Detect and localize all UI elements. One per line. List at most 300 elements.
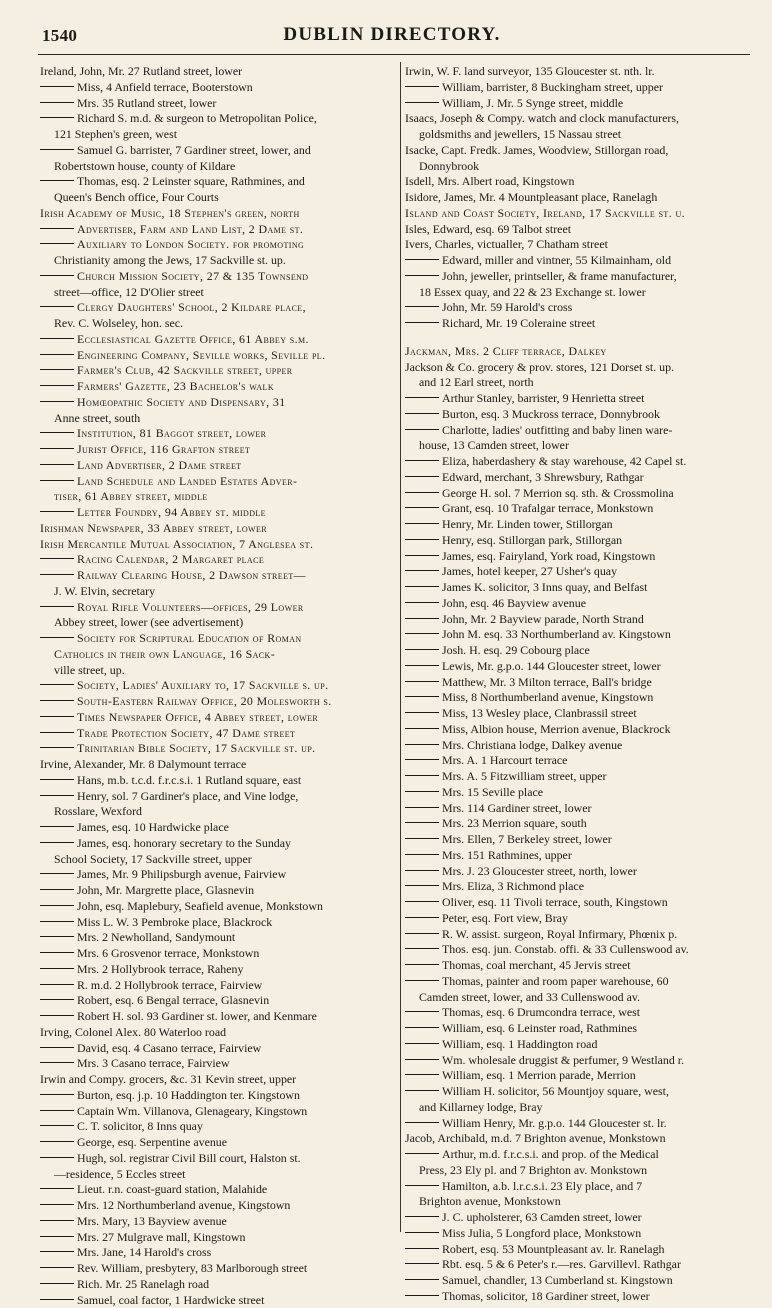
entry-continuation	[40, 663, 396, 679]
entry-continuation	[405, 438, 757, 454]
directory-entry	[40, 222, 396, 238]
ditto-dash	[405, 397, 439, 398]
directory-entry	[40, 143, 396, 159]
directory-entry	[40, 710, 396, 726]
entry-text: Hamilton, a.b. l.r.c.s.i. 23 Ely place, and 7	[442, 1179, 642, 1193]
ditto-dash	[405, 306, 439, 307]
directory-entry	[40, 867, 396, 883]
directory-entry	[405, 269, 757, 285]
directory-entry	[405, 706, 757, 722]
ditto-dash	[405, 86, 439, 87]
ditto-dash	[40, 448, 74, 449]
entry-text: Miss Julia, 5 Longford place, Monkstown	[442, 1226, 641, 1240]
directory-entry	[405, 344, 757, 360]
directory-entry	[405, 1147, 757, 1163]
ditto-dash	[405, 838, 439, 839]
page-header	[42, 18, 742, 48]
ditto-dash	[40, 1141, 74, 1142]
entry-text: Queen's Bench office, Four Courts	[54, 190, 219, 204]
directory-entry	[40, 1041, 396, 1057]
directory-entry	[40, 300, 396, 316]
entry-text: Mrs. 2 Newholland, Sandymount	[77, 930, 235, 944]
entry-text: Farmer's Club, 42 Sackville street, upper	[77, 363, 293, 377]
ditto-dash	[40, 1015, 74, 1016]
entry-text: Robert, esq. 6 Bengal terrace, Glasnevin	[77, 993, 269, 1007]
directory-entry	[40, 111, 396, 127]
entry-text: street—office, 12 D'Olier street	[54, 285, 204, 299]
entry-continuation	[40, 127, 396, 143]
entry-text: Irvine, Alexander, Mr. 8 Dalymount terrace	[40, 757, 246, 771]
entry-text: Anne street, south	[54, 411, 140, 425]
ditto-dash	[40, 1251, 74, 1252]
directory-entry	[40, 1151, 396, 1167]
directory-entry	[405, 596, 757, 612]
directory-entry	[405, 174, 757, 190]
entry-text: Brighton avenue, Monkstown	[419, 1194, 561, 1208]
entry-text: Christianity among the Jews, 17 Sackville st. up.	[54, 253, 286, 267]
ditto-dash	[405, 933, 439, 934]
directory-entry	[405, 1116, 757, 1132]
ditto-dash	[405, 665, 439, 666]
directory-entry	[405, 1273, 757, 1289]
directory-entry	[40, 1230, 396, 1246]
right-column	[405, 64, 757, 1305]
entry-text: Press, 23 Ely pl. and 7 Brighton av. Monkstown	[419, 1163, 647, 1177]
ditto-dash	[40, 243, 74, 244]
directory-entry	[405, 690, 757, 706]
ditto-dash	[405, 775, 439, 776]
entry-continuation	[40, 852, 396, 868]
entry-text: —residence, 5 Eccles street	[54, 1167, 185, 1181]
ditto-dash	[40, 1157, 74, 1158]
entry-text: J. W. Elvin, secretary	[54, 584, 155, 598]
entry-text: Mrs. Ellen, 7 Berkeley street, lower	[442, 832, 612, 846]
ditto-dash	[405, 1216, 439, 1217]
ditto-dash	[40, 228, 74, 229]
ditto-dash	[40, 1125, 74, 1126]
directory-entry	[405, 643, 757, 659]
ditto-dash	[40, 558, 74, 559]
directory-entry	[40, 631, 396, 647]
entry-continuation	[40, 159, 396, 175]
entry-text: Rev. C. Wolseley, hon. sec.	[54, 316, 183, 330]
ditto-dash	[40, 480, 74, 481]
entry-text: David, esq. 4 Casano terrace, Fairview	[77, 1041, 261, 1055]
ditto-dash	[405, 791, 439, 792]
ditto-dash	[40, 180, 74, 181]
ditto-dash	[40, 684, 74, 685]
ditto-dash	[405, 728, 439, 729]
entry-text: Thomas, solicitor, 18 Gardiner street, lower	[442, 1289, 650, 1303]
ditto-dash	[40, 968, 74, 969]
directory-entry	[405, 785, 757, 801]
entry-text: Miss, 13 Wesley place, Clanbrassil street	[442, 706, 637, 720]
entry-text: Irwin, W. F. land surveyor, 135 Gloucester st. nth. lr.	[405, 64, 655, 78]
ditto-dash	[405, 1074, 439, 1075]
entry-text: Irwin and Compy. grocers, &c. 31 Kevin street, upper	[40, 1072, 296, 1086]
entry-text: William H. solicitor, 56 Mountjoy square, west,	[442, 1084, 669, 1098]
ditto-dash	[405, 649, 439, 650]
column-divider	[400, 62, 401, 1232]
ditto-dash	[40, 102, 74, 103]
entry-text: Royal Rifle Volunteers—offices, 29 Lower	[77, 600, 304, 614]
directory-entry	[40, 789, 396, 805]
ditto-dash	[40, 842, 74, 843]
directory-entry	[405, 1021, 757, 1037]
ditto-dash	[405, 1295, 439, 1296]
entry-text: Island and Coast Society, Ireland, 17 Sackville st. u.	[405, 206, 685, 220]
directory-entry	[40, 363, 396, 379]
directory-entry	[405, 974, 757, 990]
ditto-dash	[405, 570, 439, 571]
ditto-dash	[405, 1185, 439, 1186]
directory-entry	[405, 1242, 757, 1258]
entry-text: Ecclesiastical Gazette Office, 61 Abbey s.m.	[77, 332, 309, 346]
entry-text: Miss, 4 Anfield terrace, Booterstown	[77, 80, 253, 94]
entry-text: Edward, miller and vintner, 55 Kilmainham, old	[442, 253, 671, 267]
ditto-dash	[405, 539, 439, 540]
entry-text: Camden street, lower, and 33 Cullenswood av.	[419, 990, 640, 1004]
directory-entry	[40, 678, 396, 694]
directory-entry	[40, 1009, 396, 1025]
ditto-dash	[40, 637, 74, 638]
entry-text: R. W. assist. surgeon, Royal Infirmary, Phœnix p.	[442, 927, 677, 941]
entry-text: Advertiser, Farm and Land List, 2 Dame st.	[77, 222, 303, 236]
directory-entry	[40, 978, 396, 994]
entry-text: Irving, Colonel Alex. 80 Waterloo road	[40, 1025, 226, 1039]
entry-text: Thomas, painter and room paper warehouse, 60	[442, 974, 669, 988]
entry-text: ville street, up.	[54, 663, 125, 677]
directory-entry	[40, 993, 396, 1009]
directory-entry	[405, 222, 757, 238]
ditto-dash	[40, 117, 74, 118]
directory-entry	[40, 1119, 396, 1135]
directory-entry	[40, 442, 396, 458]
entry-text: Institution, 81 Baggot street, lower	[77, 426, 266, 440]
directory-entry	[40, 96, 396, 112]
ditto-dash	[405, 948, 439, 949]
entry-text: Samuel, chandler, 13 Cumberland st. Kingstown	[442, 1273, 673, 1287]
ditto-dash	[40, 984, 74, 985]
entry-text: Captain Wm. Villanova, Glenageary, Kingstown	[77, 1104, 307, 1118]
ditto-dash	[405, 712, 439, 713]
entry-text: Hugh, sol. registrar Civil Bill court, Halston st.	[77, 1151, 301, 1165]
entry-text: Auxiliary to London Society. for promoting	[77, 237, 304, 251]
ditto-dash	[40, 700, 74, 701]
ditto-dash	[40, 779, 74, 780]
directory-entry	[40, 505, 396, 521]
entry-text: Mrs. Mary, 13 Bayview avenue	[77, 1214, 227, 1228]
directory-entry	[405, 675, 757, 691]
ditto-dash	[40, 999, 74, 1000]
entry-text: Racing Calendar, 2 Margaret place	[77, 552, 264, 566]
entry-text: Jurist Office, 116 Grafton street	[77, 442, 250, 456]
entry-text: Abbey street, lower (see advertisement)	[54, 615, 243, 629]
ditto-dash	[40, 921, 74, 922]
ditto-dash	[405, 885, 439, 886]
directory-entry	[405, 143, 757, 159]
entry-text: Charlotte, ladies' outfitting and baby linen ware-	[442, 423, 672, 437]
entry-continuation	[40, 615, 396, 631]
entry-text: Farmers' Gazette, 23 Bachelor's walk	[77, 379, 274, 393]
ditto-dash	[405, 1153, 439, 1154]
entry-text: Miss, Albion house, Merrion avenue, Blackrock	[442, 722, 671, 736]
directory-entry	[40, 741, 396, 757]
ditto-dash	[40, 1299, 74, 1300]
directory-entry	[40, 1104, 396, 1120]
entry-text: Mrs. 3 Casano terrace, Fairview	[77, 1056, 230, 1070]
ditto-dash	[405, 980, 439, 981]
ditto-dash	[40, 432, 74, 433]
ditto-dash	[405, 1122, 439, 1123]
entry-text: William Henry, Mr. g.p.o. 144 Gloucester st. lr.	[442, 1116, 667, 1130]
ditto-dash	[405, 1059, 439, 1060]
entry-text: Grant, esq. 10 Trafalgar terrace, Monkstown	[442, 501, 653, 515]
ditto-dash	[40, 1283, 74, 1284]
ditto-dash	[405, 102, 439, 103]
ditto-dash	[40, 732, 74, 733]
entry-text: Clergy Daughters' School, 2 Kildare place,	[77, 300, 306, 314]
entry-text: Josh. H. esq. 29 Cobourg place	[442, 643, 590, 657]
ditto-dash	[40, 826, 74, 827]
ditto-dash	[40, 747, 74, 748]
entry-text: Irish Academy of Music, 18 Stephen's green, north	[40, 206, 300, 220]
entry-continuation	[405, 1100, 757, 1116]
entry-text: Thos. esq. jun. Constab. offi. & 33 Cullenswood av.	[442, 942, 689, 956]
entry-continuation	[405, 1194, 757, 1210]
entry-text: Irish Mercantile Mutual Association, 7 Anglesea st.	[40, 537, 313, 551]
entry-text: Thomas, esq. 6 Drumcondra terrace, west	[442, 1005, 640, 1019]
entry-text: Burton, esq. j.p. 10 Haddington ter. Kingstown	[77, 1088, 300, 1102]
entry-text: Lieut. r.n. coast-guard station, Malahide	[77, 1182, 267, 1196]
entry-text: Robert H. sol. 93 Gardiner st. lower, and Kenmare	[77, 1009, 317, 1023]
directory-entry	[40, 379, 396, 395]
entry-text: Isdell, Mrs. Albert road, Kingstown	[405, 174, 574, 188]
entry-text: Mrs. 151 Rathmines, upper	[442, 848, 572, 862]
entry-text: Society for Scriptural Education of Roman	[77, 631, 302, 645]
entry-continuation	[405, 375, 757, 391]
directory-entry	[40, 1261, 396, 1277]
entry-text: Times Newspaper Office, 4 Abbey street, lower	[77, 710, 318, 724]
ditto-dash	[40, 1236, 74, 1237]
entry-text: James, esq. Fairyland, York road, Kingstown	[442, 549, 655, 563]
directory-entry	[40, 1056, 396, 1072]
directory-entry	[40, 1277, 396, 1293]
directory-entry	[405, 942, 757, 958]
directory-entry	[405, 580, 757, 596]
entry-text: Robert, esq. 53 Mountpleasant av. lr. Ranelagh	[442, 1242, 664, 1256]
ditto-dash	[40, 889, 74, 890]
directory-entry	[405, 517, 757, 533]
entry-text: William, barrister, 8 Buckingham street, upper	[442, 80, 663, 94]
directory-entry	[40, 1025, 396, 1041]
entry-text: Jackson & Co. grocery & prov. stores, 121 Dorset st. up.	[405, 360, 674, 374]
directory-entry	[405, 927, 757, 943]
ditto-dash	[40, 464, 74, 465]
ditto-dash	[40, 354, 74, 355]
entry-continuation	[405, 1163, 757, 1179]
entry-continuation	[405, 159, 757, 175]
directory-entry	[405, 96, 757, 112]
entry-text: goldsmiths and jewellers, 15 Nassau street	[419, 127, 621, 141]
ditto-dash	[40, 795, 74, 796]
directory-entry	[405, 407, 757, 423]
ditto-dash	[40, 574, 74, 575]
ditto-dash	[405, 1090, 439, 1091]
entry-continuation	[40, 253, 396, 269]
directory-entry	[40, 1088, 396, 1104]
entry-text: William, esq. 1 Merrion parade, Merrion	[442, 1068, 636, 1082]
ditto-dash	[40, 1204, 74, 1205]
directory-entry	[40, 694, 396, 710]
directory-entry	[405, 486, 757, 502]
directory-entry	[405, 848, 757, 864]
entry-text: Mrs. 12 Northumberland avenue, Kingstown	[77, 1198, 290, 1212]
ditto-dash	[405, 807, 439, 808]
ditto-dash	[405, 523, 439, 524]
ditto-dash	[405, 822, 439, 823]
entry-text: Church Mission Society, 27 & 135 Townsend	[77, 269, 308, 283]
directory-entry	[405, 1210, 757, 1226]
entry-text: Mrs. 27 Mulgrave mall, Kingstown	[77, 1230, 245, 1244]
directory-entry	[405, 470, 757, 486]
ditto-dash	[405, 1248, 439, 1249]
ditto-dash	[40, 1062, 74, 1063]
entry-text: School Society, 17 Sackville street, upper	[54, 852, 252, 866]
directory-entry	[405, 879, 757, 895]
ditto-dash	[40, 936, 74, 937]
directory-entry	[405, 190, 757, 206]
entry-text: John, esq. 46 Bayview avenue	[442, 596, 586, 610]
ditto-dash	[40, 873, 74, 874]
directory-entry	[40, 269, 396, 285]
directory-entry	[40, 930, 396, 946]
entry-text: Society, Ladies' Auxiliary to, 17 Sackville s. up.	[77, 678, 328, 692]
ditto-dash	[40, 1094, 74, 1095]
entry-continuation	[40, 316, 396, 332]
entry-text: C. T. solicitor, 8 Inns quay	[77, 1119, 203, 1133]
entry-text: Letter Foundry, 94 Abbey st. middle	[77, 505, 266, 519]
directory-entry	[40, 237, 396, 253]
directory-entry	[405, 627, 757, 643]
entry-text: Mrs. 35 Rutland street, lower	[77, 96, 216, 110]
page-number: 1540	[42, 26, 77, 46]
ditto-dash	[40, 275, 74, 276]
directory-entry	[40, 474, 396, 490]
directory-entry	[40, 1214, 396, 1230]
entry-text: Mrs. 23 Merrion square, south	[442, 816, 587, 830]
entry-text: Trade Protection Society, 47 Dame street	[77, 726, 295, 740]
entry-text: Edward, merchant, 3 Shrewsbury, Rathgar	[442, 470, 644, 484]
ditto-dash	[405, 1043, 439, 1044]
directory-entry	[405, 1084, 757, 1100]
ditto-dash	[405, 870, 439, 871]
entry-text: Thomas, coal merchant, 45 Jervis street	[442, 958, 631, 972]
directory-entry	[40, 726, 396, 742]
entry-continuation	[405, 990, 757, 1006]
entry-text: Hans, m.b. t.c.d. f.r.c.s.i. 1 Rutland square, east	[77, 773, 301, 787]
ditto-dash	[40, 952, 74, 953]
entry-text: Henry, Mr. Linden tower, Stillorgan	[442, 517, 613, 531]
entry-text: J. C. upholsterer, 63 Camden street, lower	[442, 1210, 642, 1224]
entry-text: Rev. William, presbytery, 83 Marlborough street	[77, 1261, 307, 1275]
ditto-dash	[40, 86, 74, 87]
left-column	[40, 64, 396, 1308]
entry-text: James, esq. honorary secretary to the Sunday	[77, 836, 291, 850]
directory-entry	[405, 832, 757, 848]
entry-text: R. m.d. 2 Hollybrook terrace, Fairview	[77, 978, 262, 992]
directory-entry	[405, 237, 757, 253]
header-rule	[38, 54, 750, 55]
ditto-dash	[405, 259, 439, 260]
ditto-dash	[405, 901, 439, 902]
directory-entry	[405, 391, 757, 407]
entry-text: Oliver, esq. 11 Tivoli terrace, south, Kingstown	[442, 895, 668, 909]
ditto-dash	[405, 633, 439, 634]
directory-entry	[405, 533, 757, 549]
directory-entry	[40, 426, 396, 442]
entry-text: Henry, esq. Stillorgan park, Stillorgan	[442, 533, 622, 547]
directory-entry	[405, 1257, 757, 1273]
directory-entry	[405, 1037, 757, 1053]
entry-text: 18 Essex quay, and 22 & 23 Exchange st. lower	[419, 285, 646, 299]
entry-text: Lewis, Mr. g.p.o. 144 Gloucester street, lower	[442, 659, 661, 673]
directory-entry	[40, 899, 396, 915]
entry-text: George H. sol. 7 Merrion sq. sth. & Crossmolina	[442, 486, 674, 500]
directory-entry	[40, 458, 396, 474]
ditto-dash	[40, 511, 74, 512]
ditto-dash	[405, 1279, 439, 1280]
directory-entry	[405, 1179, 757, 1195]
entry-text: John, Mr. Margrette place, Glasnevin	[77, 883, 254, 897]
entry-continuation	[40, 411, 396, 427]
entry-text: Railway Clearing House, 2 Dawson street—	[77, 568, 306, 582]
entry-text: Land Advertiser, 2 Dame street	[77, 458, 242, 472]
entry-text: Rosslare, Wexford	[54, 804, 142, 818]
directory-entry	[40, 174, 396, 190]
entry-text: John M. esq. 33 Northumberland av. Kingstown	[442, 627, 671, 641]
directory-entry	[405, 911, 757, 927]
entry-text: Mrs. J. 23 Gloucester street, north, lower	[442, 864, 637, 878]
directory-entry	[405, 1289, 757, 1305]
ditto-dash	[405, 275, 439, 276]
directory-entry	[40, 962, 396, 978]
ditto-dash	[405, 681, 439, 682]
directory-entry	[40, 946, 396, 962]
directory-entry	[405, 64, 757, 80]
ditto-dash	[405, 759, 439, 760]
entry-continuation	[40, 285, 396, 301]
entry-text: Mrs. Christiana lodge, Dalkey avenue	[442, 738, 622, 752]
ditto-dash	[405, 507, 439, 508]
entry-text: Mrs. 114 Gardiner street, lower	[442, 801, 591, 815]
entry-text: Trinitarian Bible Society, 17 Sackville st. up.	[77, 741, 316, 755]
ditto-dash	[405, 1011, 439, 1012]
entry-text: Wm. wholesale druggist & perfumer, 9 Westland r.	[442, 1053, 684, 1067]
entry-continuation	[40, 584, 396, 600]
entry-continuation	[40, 647, 396, 663]
directory-entry	[40, 600, 396, 616]
entry-text: Matthew, Mr. 3 Milton terrace, Ball's bridge	[442, 675, 652, 689]
ditto-dash	[40, 606, 74, 607]
directory-entry	[405, 1068, 757, 1084]
entry-text: Rich. Mr. 25 Ranelagh road	[77, 1277, 209, 1291]
entry-text: Jackman, Mrs. 2 Cliff terrace, Dalkey	[405, 344, 607, 358]
directory-entry	[405, 722, 757, 738]
entry-text: Homœopathic Society and Dispensary, 31	[77, 395, 286, 409]
ditto-dash	[405, 917, 439, 918]
entry-text: John, Mr. 59 Harold's cross	[442, 300, 572, 314]
